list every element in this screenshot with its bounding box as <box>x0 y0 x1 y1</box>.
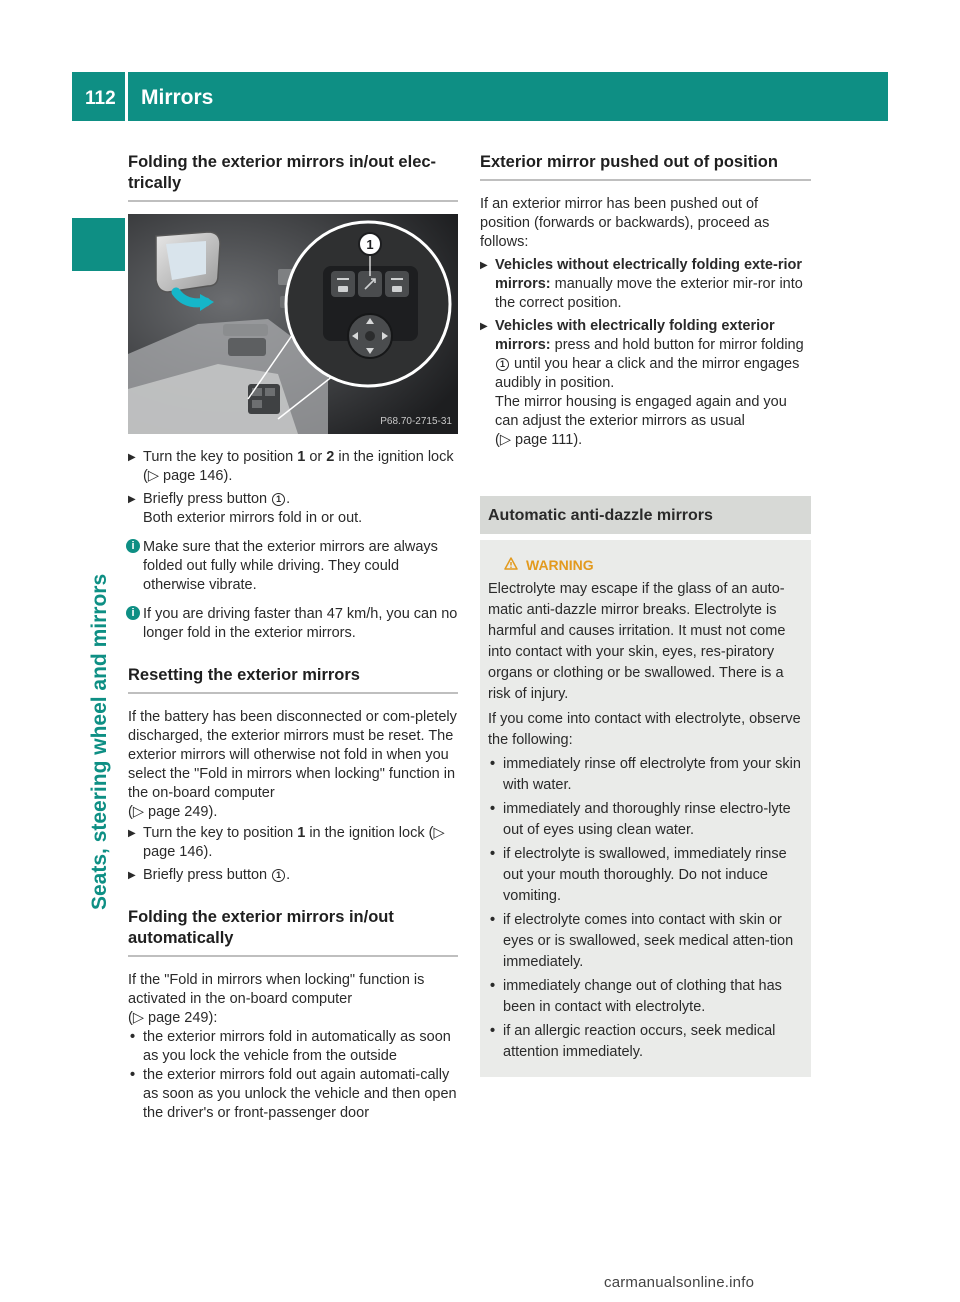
page-reference: ▷ page 146 <box>147 468 224 484</box>
step-position: 1 <box>297 449 306 465</box>
door-switch-photo <box>128 214 458 434</box>
photo-code: P68.70-2715-31 <box>380 416 452 427</box>
step-text: Briefly press button <box>143 867 272 883</box>
section-title-folding-automatically: Folding the exterior mirrors in/out automatically <box>128 907 458 957</box>
button-callout-1: 1 <box>272 493 285 506</box>
step-text: Turn the key to position <box>143 825 298 841</box>
auto-reference: (▷ page 249): <box>128 1010 218 1026</box>
list-item: • if electrolyte is swallowed, immediately rinse out your mouth thoroughly. Do not induce vomiting. <box>488 844 803 907</box>
left-column <box>128 152 458 1123</box>
section-title-pushed-out: Exterior mirror pushed out of position <box>480 152 811 181</box>
step-with-electric-folding <box>480 317 811 450</box>
page-reference: (▷ page 111). <box>495 432 583 448</box>
list-item: • immediately rinse off electrolyte from your skin with water. <box>488 754 803 796</box>
footer-watermark: carmanualsonline.info <box>604 1274 755 1291</box>
section-title-text: Automatic anti-dazzle mirrors <box>488 507 713 524</box>
step-turn-key <box>128 448 458 486</box>
info-text: Make sure that the exterior mirrors are always folded out fully while driving. They could otherwise vibrate. <box>143 539 438 593</box>
step-text: Briefly press button <box>143 491 272 507</box>
step-press-button-reset <box>128 866 458 885</box>
step-text: press and hold button for mirror folding <box>550 337 804 353</box>
auto-paragraph: If the "Fold in mirrors when locking" function is activated in the on-board computer <box>128 972 425 1007</box>
photo-callout-1: 1 <box>366 237 374 252</box>
list-item: • the exterior mirrors fold out again automati-cally as soon as you unlock the vehicle and then open the driver's or front-passenger door <box>128 1066 458 1123</box>
step-text: Turn the key to position <box>143 449 298 465</box>
right-column <box>480 152 811 1077</box>
page-number: 112 <box>85 88 116 109</box>
page-reference: ▷ page 146 <box>143 825 445 860</box>
warning-paragraph: If you come into contact with electrolyte, observe the following: <box>488 711 801 748</box>
chapter-tab-label: Seats, steering wheel and mirrors <box>88 573 111 910</box>
list-item: • immediately change out of clothing that has been in contact with electrolyte. <box>488 976 803 1018</box>
step-text: . <box>286 491 291 507</box>
step-turn-key-reset <box>128 824 458 862</box>
section-title-folding-electrically: Folding the exterior mirrors in/out elec- trically <box>128 152 458 202</box>
step-text: ). <box>203 844 213 860</box>
step-text: . <box>286 867 291 883</box>
step-press-button <box>128 490 458 528</box>
list-item: • immediately and thoroughly rinse electro-lyte out of eyes using clean water. <box>488 799 803 841</box>
step-position: 2 <box>326 449 335 465</box>
step-text: in the ignition lock ( <box>143 449 454 484</box>
door-panel-illustration <box>128 214 458 434</box>
step-position: 1 <box>297 825 306 841</box>
step-condition: Vehicles without electrically folding exte-rior mirrors: <box>495 257 802 292</box>
chapter-tab-marker <box>72 218 125 271</box>
section-title-resetting: Resetting the exterior mirrors <box>128 665 458 694</box>
resetting-reference: (▷ page 249). <box>128 804 218 820</box>
list-item: • the exterior mirrors fold in automatically as soon as you lock the vehicle from the outside <box>128 1028 458 1066</box>
list-item: • if an allergic reaction occurs, seek medical attention immediately. <box>488 1021 803 1063</box>
step-result: Both exterior mirrors fold in or out. <box>143 510 363 526</box>
page-title: Mirrors <box>141 86 214 109</box>
warning-triangle-icon <box>504 557 518 570</box>
warning-paragraph: Electrolyte may escape if the glass of an auto-matic anti-dazzle mirror breaks. Electrolyte is harmful and causes irritation. It must not come into contact with your skin, eyes, res-piratory organs or clothing or be swallowed. There is a risk of injury. <box>488 581 786 702</box>
warning-header <box>504 556 803 575</box>
step-result: The mirror housing is engaged again and you can adjust the exterior mirrors as usual <box>495 394 787 429</box>
step-text: in the ignition lock ( <box>305 825 434 841</box>
step-without-electric-folding <box>480 256 811 313</box>
step-condition: Vehicles with electrically folding exterior mirrors: <box>495 318 775 353</box>
resetting-paragraph: If the battery has been disconnected or com-pletely discharged, the exterior mirrors must be reset. The exterior mirrors will otherwise not fold in when you select the "Fold in mirrors when locking" function in the on-board computer <box>128 709 457 801</box>
info-icon: i <box>126 606 140 620</box>
info-icon: i <box>126 539 140 553</box>
info-note-1 <box>128 538 458 595</box>
pushed-out-paragraph: If an exterior mirror has been pushed out of position (forwards or backwards), proceed as follows: <box>480 196 770 250</box>
step-text: manually move the exterior mir-ror into the correct position. <box>495 276 803 311</box>
section-title-anti-dazzle <box>480 496 811 534</box>
header-divider <box>125 72 128 121</box>
step-text: ). <box>223 468 233 484</box>
info-text: If you are driving faster than 47 km/h, you can no longer fold in the exterior mirrors. <box>143 606 458 641</box>
warning-label: WARNING <box>526 557 594 573</box>
info-note-2 <box>128 605 458 643</box>
warning-list <box>488 754 803 1063</box>
list-item: • if electrolyte comes into contact with skin or eyes or is swallowed, seek medical atten-tion immediately. <box>488 910 803 973</box>
button-callout-1: 1 <box>496 358 509 371</box>
button-callout-1: 1 <box>272 869 285 882</box>
warning-box <box>480 540 811 1077</box>
step-text: or <box>305 449 327 465</box>
step-text: until you hear a click and the mirror engages audibly in position. <box>495 356 800 391</box>
